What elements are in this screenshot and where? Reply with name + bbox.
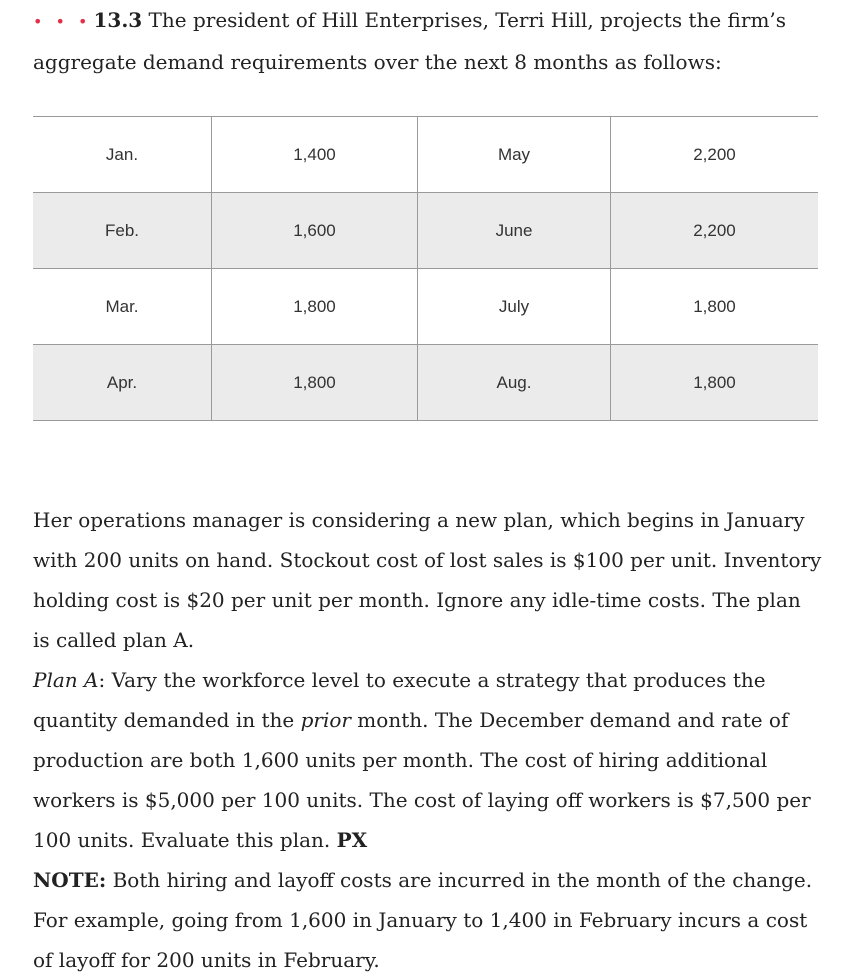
- plan-text: month. The December demand and rate of production are both 1,600 units per month. The cost of hiring additional workers is $5,000 per 100 units. The cost of laying off workers is $7,500 per 100 units. Evaluate this plan.: [33, 708, 811, 852]
- month-cell: Apr.: [33, 345, 212, 421]
- month-cell: Aug.: [418, 345, 611, 421]
- demand-cell: 1,800: [611, 269, 819, 345]
- problem-intro-text: The president of Hill Enterprises, Terri Hill, projects the firm’s aggregate demand requirements over the next 8 months as follows:: [33, 8, 787, 74]
- demand-cell: 1,400: [212, 117, 418, 193]
- demand-cell: 1,800: [212, 269, 418, 345]
- plan-a-paragraph: [33, 660, 823, 860]
- month-cell: Mar.: [33, 269, 212, 345]
- month-cell: May: [418, 117, 611, 193]
- month-cell: Jan.: [33, 117, 212, 193]
- prior-emphasis: prior: [300, 708, 351, 732]
- difficulty-dots-icon: • • •: [33, 12, 92, 31]
- problem-header: [33, 0, 833, 82]
- table-row: [33, 269, 818, 345]
- month-cell: June: [418, 193, 611, 269]
- plan-text: : Vary the workforce level to execute a strategy that produces the quantity demanded in the: [33, 668, 766, 732]
- problem-number: 13.3: [93, 8, 143, 32]
- demand-cell: 1,800: [611, 345, 819, 421]
- px-tag: PX: [336, 828, 368, 852]
- demand-cell: 2,200: [611, 117, 819, 193]
- demand-cell: 1,600: [212, 193, 418, 269]
- note-text: Both hiring and layoff costs are incurred in the month of the change. For example, going from 1,600 in January to 1,400 in February incurs a cost of layoff for 200 units in February.: [33, 868, 813, 972]
- table-row: [33, 117, 818, 193]
- demand-cell: 2,200: [611, 193, 819, 269]
- demand-table: [33, 116, 818, 421]
- table-row: [33, 193, 818, 269]
- month-cell: Feb.: [33, 193, 212, 269]
- plan-label: Plan A: [33, 668, 99, 692]
- note-label: NOTE:: [33, 868, 107, 892]
- problem-body: [33, 500, 823, 980]
- note-paragraph: [33, 860, 823, 980]
- demand-cell: 1,800: [212, 345, 418, 421]
- table-row: [33, 345, 818, 421]
- month-cell: July: [418, 269, 611, 345]
- scenario-paragraph: Her operations manager is considering a new plan, which begins in January with 200 units on hand. Stockout cost of lost sales is $100 per unit. Inventory holding cost is $20 per unit per month. Ignore any idle-time costs. The plan is called plan A.: [33, 508, 822, 652]
